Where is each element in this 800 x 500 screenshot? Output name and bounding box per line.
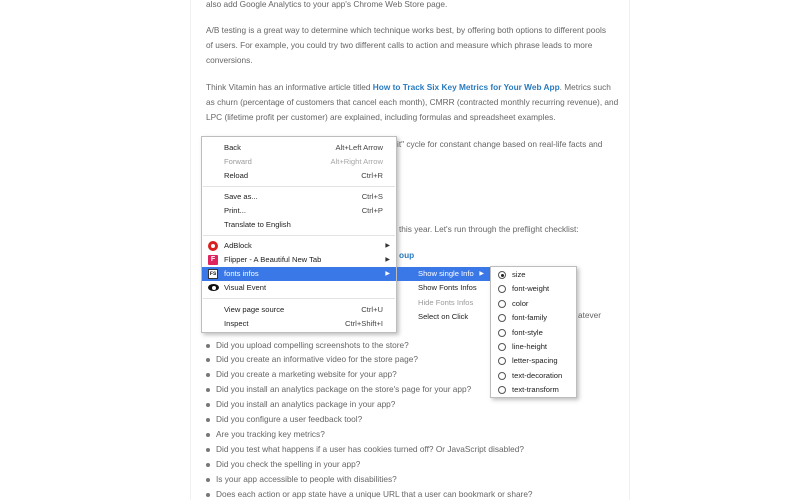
- think-vitamin-line: LPC (lifetime profit per customer) are explained, including formulas and spreadsheet examples.: [206, 112, 556, 122]
- article-link-fragment[interactable]: oup: [399, 250, 415, 260]
- submenu-item-show-single-info[interactable]: [397, 267, 490, 281]
- menu-item-label: fonts infos: [224, 269, 259, 278]
- submenu-arrow-icon: ▶: [385, 243, 390, 249]
- radio-option-font-family[interactable]: [491, 311, 576, 325]
- article-text-fragment: it" cycle for constant change based on real-life facts and: [397, 139, 603, 149]
- menu-item-back[interactable]: [202, 141, 396, 155]
- article-text-line: also add Google Analytics to your app's Chrome Web Store page.: [206, 0, 448, 9]
- menu-item-label: View page source: [224, 305, 285, 314]
- ab-testing-line: A/B testing is a great way to determine which technique works best, by offering both options to different pools: [206, 25, 607, 35]
- checklist-item: Did you install an analytics package on the store's page for your app?: [216, 384, 472, 394]
- submenu-item-show-fonts-infos[interactable]: [397, 281, 490, 295]
- menu-item-shortcut: Ctrl+P: [361, 206, 383, 215]
- menu-item-reload[interactable]: [202, 169, 396, 183]
- radio-icon: [498, 300, 506, 308]
- radio-icon: [498, 343, 506, 351]
- think-vitamin-line: [206, 80, 611, 95]
- context-menu: [201, 136, 397, 333]
- checklist-item: Does each action or app state have a unique URL that a user can bookmark or share?: [216, 489, 533, 499]
- think-vitamin-line: as churn (percentage of customers that cancel each month), CMRR (contracted monthly recurring revenue), and: [206, 97, 619, 107]
- submenu-arrow-icon: ▶: [385, 271, 390, 277]
- menu-item-fonts-infos[interactable]: [202, 267, 396, 281]
- radio-icon: [498, 285, 506, 293]
- checklist-item: Did you create a marketing website for your app?: [216, 369, 397, 379]
- radio-option-font-style[interactable]: [491, 326, 576, 340]
- menu-item-translate[interactable]: [202, 218, 396, 232]
- menu-item-label: Show Fonts Infos: [418, 283, 477, 292]
- menu-item-label: Flipper - A Beautiful New Tab: [224, 255, 322, 264]
- menu-separator: [203, 235, 395, 236]
- fonts-infos-submenu: [397, 265, 490, 327]
- menu-item-forward: [202, 155, 396, 169]
- checklist-item: Did you check the spelling in your app?: [216, 459, 361, 469]
- flipper-icon: F: [208, 255, 218, 265]
- checklist-item: Is your app accessible to people with disabilities?: [216, 474, 397, 484]
- ab-testing-line: of users. For example, you could try two different calls to action and measure which phrase leads to more: [206, 40, 593, 50]
- fonts-infos-icon: FS: [209, 270, 217, 277]
- checklist-item: Did you install an analytics package in your app?: [216, 399, 396, 409]
- menu-item-label: AdBlock: [224, 241, 252, 250]
- think-vitamin-text-end: . Metrics such: [559, 82, 611, 92]
- ab-testing-line: conversions.: [206, 55, 253, 65]
- radio-option-color[interactable]: [491, 297, 576, 311]
- menu-item-label: Select on Click: [418, 312, 469, 321]
- submenu-item-select-on-click[interactable]: [397, 310, 490, 324]
- menu-item-adblock[interactable]: [202, 239, 396, 253]
- radio-label: text-transform: [512, 385, 559, 395]
- radio-selected-icon: [498, 271, 506, 279]
- radio-icon: [498, 329, 506, 337]
- menu-item-inspect[interactable]: [202, 317, 396, 331]
- menu-separator: [203, 298, 395, 299]
- menu-item-shortcut: Ctrl+U: [361, 305, 383, 314]
- checklist-item: Did you upload compelling screenshots to the store?: [216, 340, 409, 350]
- menu-item-label: Save as...: [224, 192, 258, 201]
- radio-icon: [498, 386, 506, 394]
- menu-item-view-source[interactable]: [202, 303, 396, 317]
- submenu-item-hide-fonts-infos: [397, 296, 490, 310]
- column-border-left: [190, 0, 191, 500]
- menu-item-print[interactable]: [202, 204, 396, 218]
- radio-option-line-height[interactable]: [491, 340, 576, 354]
- submenu-arrow-icon: ▶: [385, 257, 390, 263]
- menu-item-label: Inspect: [224, 319, 249, 328]
- radio-label: size: [512, 270, 526, 279]
- menu-item-flipper[interactable]: [202, 253, 396, 267]
- checklist-item: Are you tracking key metrics?: [216, 429, 325, 439]
- radio-option-font-weight[interactable]: [491, 282, 576, 296]
- radio-label: color: [512, 298, 529, 308]
- radio-option-size[interactable]: [491, 268, 576, 282]
- menu-item-label: Show single Info: [418, 269, 474, 278]
- column-border-right: [629, 0, 630, 500]
- menu-item-label: Reload: [224, 171, 249, 180]
- menu-separator: [203, 186, 395, 187]
- checklist-item: Did you configure a user feedback tool?: [216, 414, 363, 424]
- menu-item-label: Visual Event: [224, 283, 267, 292]
- radio-icon: [498, 314, 506, 322]
- radio-label: font-weight: [512, 284, 550, 294]
- adblock-icon: [208, 241, 218, 251]
- menu-item-save-as[interactable]: [202, 190, 396, 204]
- menu-item-visual-event[interactable]: [202, 281, 396, 295]
- submenu-arrow-icon: ▶: [479, 271, 484, 277]
- radio-label: letter-spacing: [512, 356, 558, 366]
- radio-icon: [498, 372, 506, 380]
- checklist-item: Did you create an informative video for the store page?: [216, 354, 419, 364]
- menu-item-shortcut: Ctrl+R: [361, 171, 383, 180]
- menu-item-shortcut: Ctrl+S: [361, 192, 383, 201]
- think-vitamin-text: Think Vitamin has an informative article titled: [206, 82, 373, 92]
- radio-option-text-decoration[interactable]: [491, 369, 576, 383]
- radio-label: font-style: [512, 327, 543, 337]
- radio-label: line-height: [512, 342, 548, 351]
- menu-item-label: Back: [224, 143, 241, 152]
- radio-label: text-decoration: [512, 370, 563, 380]
- article-text-fragment: this year. Let's run through the preflight checklist:: [399, 224, 579, 234]
- eye-icon: [208, 284, 219, 291]
- menu-item-shortcut: Alt+Right Arrow: [330, 157, 383, 166]
- radio-option-text-transform[interactable]: [491, 383, 576, 397]
- article-text-fragment: atever: [578, 310, 602, 320]
- radio-icon: [498, 357, 506, 365]
- radio-label: font-family: [512, 313, 548, 323]
- radio-option-letter-spacing[interactable]: [491, 354, 576, 368]
- menu-item-shortcut: Alt+Left Arrow: [335, 143, 383, 152]
- menu-item-label: Translate to English: [224, 220, 291, 229]
- single-info-submenu: [490, 266, 577, 398]
- checklist-item: Did you test what happens if a user has cookies turned off? Or JavaScript disabled?: [216, 444, 524, 454]
- menu-item-label: Hide Fonts Infos: [418, 298, 474, 307]
- menu-item-label: Forward: [224, 157, 252, 166]
- metrics-article-link[interactable]: How to Track Six Key Metrics for Your Web App: [372, 82, 560, 92]
- menu-item-label: Print...: [224, 206, 246, 215]
- menu-item-shortcut: Ctrl+Shift+I: [345, 319, 383, 328]
